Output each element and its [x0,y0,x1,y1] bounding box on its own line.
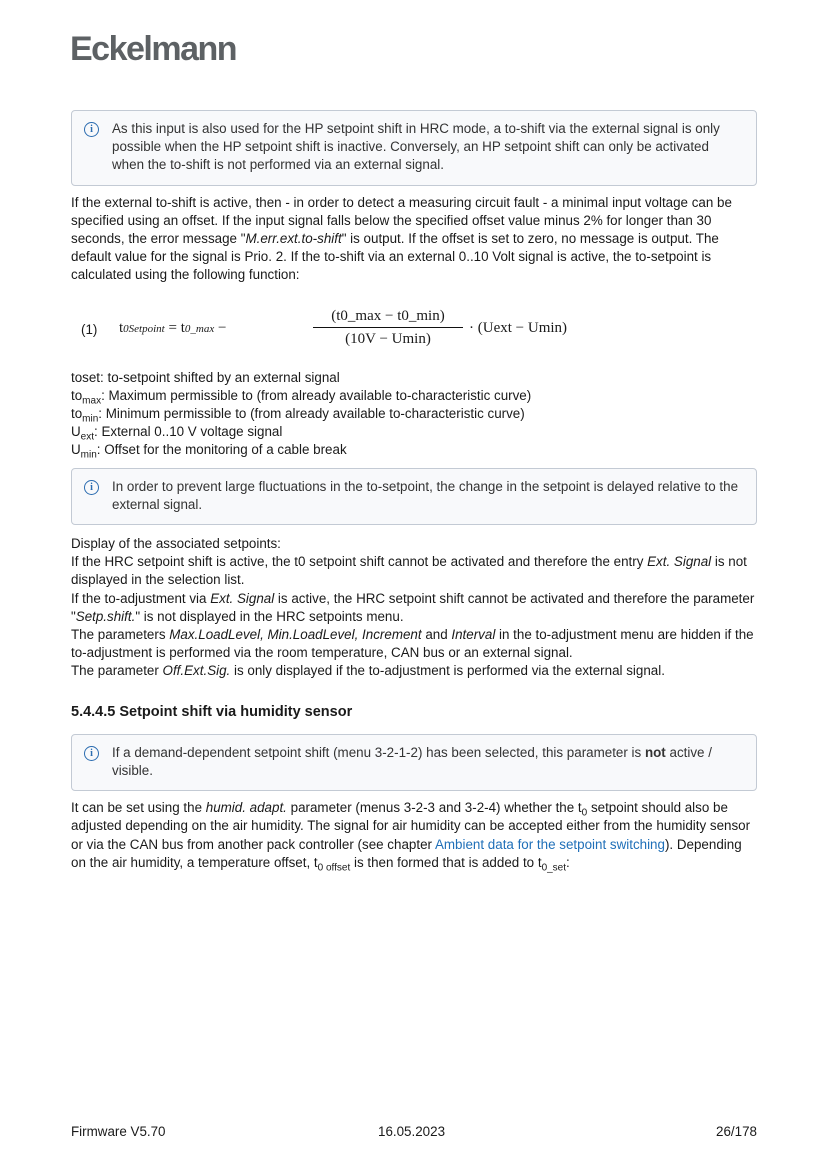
paragraph-offset: If the external to-shift is active, then - in order to detect a measuring circuit fault - a minimal input voltage can be specified using an offset. If the input signal falls below the specified offset value minus 2% for longer than 30 seconds, the error message "M.err.ext.to-shift" is output. If the offset is set to zero, no message is output. The default value for the signal is Prio. 2. If the to-shift via an external 0..10 Volt signal is active, the to-setpoint is calculated using the following function: [71,194,732,283]
chapter-link[interactable]: Ambient data for the setpoint switching [434,836,665,852]
note-text: If a demand-dependent setpoint shift (menu 3-2-1-2) has been selected, this parameter is not active / visible. [112,744,712,779]
definition-item: $to_{min}$: Minimum permissible to (from already available to-characteristic curve) [71,406,525,425]
eckelmann-logo: Eckelmann [70,30,237,68]
document-date: 16.05.2023 [378,1124,446,1139]
firmware-version: Firmware V5.70 [71,1124,166,1139]
display-setpoints: Display of the associated setpoints: If the HRC setpoint shift is active, the t0 setpoint shift cannot be activated and therefore the entry Ext. Signal is not displayed in the selection list. If the to-adjustment via Ext. Signal is active, the HRC setpoint shift cannot be activated and therefore the parameter "Setp.shift." is not displayed in the HRC setpoints menu. The parameters Max.LoadLevel, Min.LoadLevel, Increment and Interval in the to-adjustment menu are hidden if the to-adjustment is performed via the room temperature, CAN bus or an external signal. The parameter Off.Ext.Sig. is only displayed if the to-adjustment is performed via the external signal. [71,536,755,679]
error-message-name: M.err.ext.to-shift [245,231,342,247]
formula-fraction [313,307,463,348]
info-note-hrc [71,110,757,186]
formula [81,307,757,355]
denominator: (10V − Umin) [345,330,431,347]
definition-item: $to_{max}$: Maximum permissible to (from already available to-characteristic curve) [71,387,532,407]
equation-number: (1) [81,321,98,337]
numerator: (t0_max − t0_min) [313,307,463,328]
info-note-delay [71,468,757,525]
paragraph-humidity: It can be set using the humid. adapt. parameter (menus 3-2-3 and 3-2-4) whether the $t_0$ setpoint should also be adjusted depending on the air humidity. The signal for air humidity can be accepted either from the humidity sensor or via the CAN bus from another pack controller (see chapter Ambient data for the setpoint switching). Depending on the air humidity, a temperature offset, $t_{0 offset}$ is then formed that is added to $t_{0\_set}$: [71,800,751,874]
section-heading: 5.4.4.5 Setpoint shift via humidity sensor [71,703,353,720]
info-note-demand [71,734,757,791]
info-icon: i [84,746,99,761]
info-icon: i [84,122,99,137]
formula-lhs: t0Setpoint = t0_max − [119,319,227,336]
formula-rhs: · (Uext − Umin) [469,319,568,336]
info-icon: i [84,480,99,495]
page-number: 26/178 [716,1124,757,1139]
note-text: As this input is also used for the HP setpoint shift in HRC mode, a to-shift via the external signal is only possible when the HP setpoint shift is inactive. Conversely, an HP setpoint shift can only be activated when the to-shift is not performed via an external signal. [112,121,720,173]
definition-item: $U_{min}$: Offset for the monitoring of a cable break [71,442,347,462]
definition-item: $U_{ext}$: External 0..10 V voltage signal [71,424,283,443]
symbol-definitions [71,369,757,460]
definition-item: toset: to-setpoint shifted by an external signal [71,369,340,385]
note-text: In order to prevent large fluctuations in the to-setpoint, the change in the setpoint is delayed relative to the external signal. [112,478,739,512]
page-content [71,110,757,872]
